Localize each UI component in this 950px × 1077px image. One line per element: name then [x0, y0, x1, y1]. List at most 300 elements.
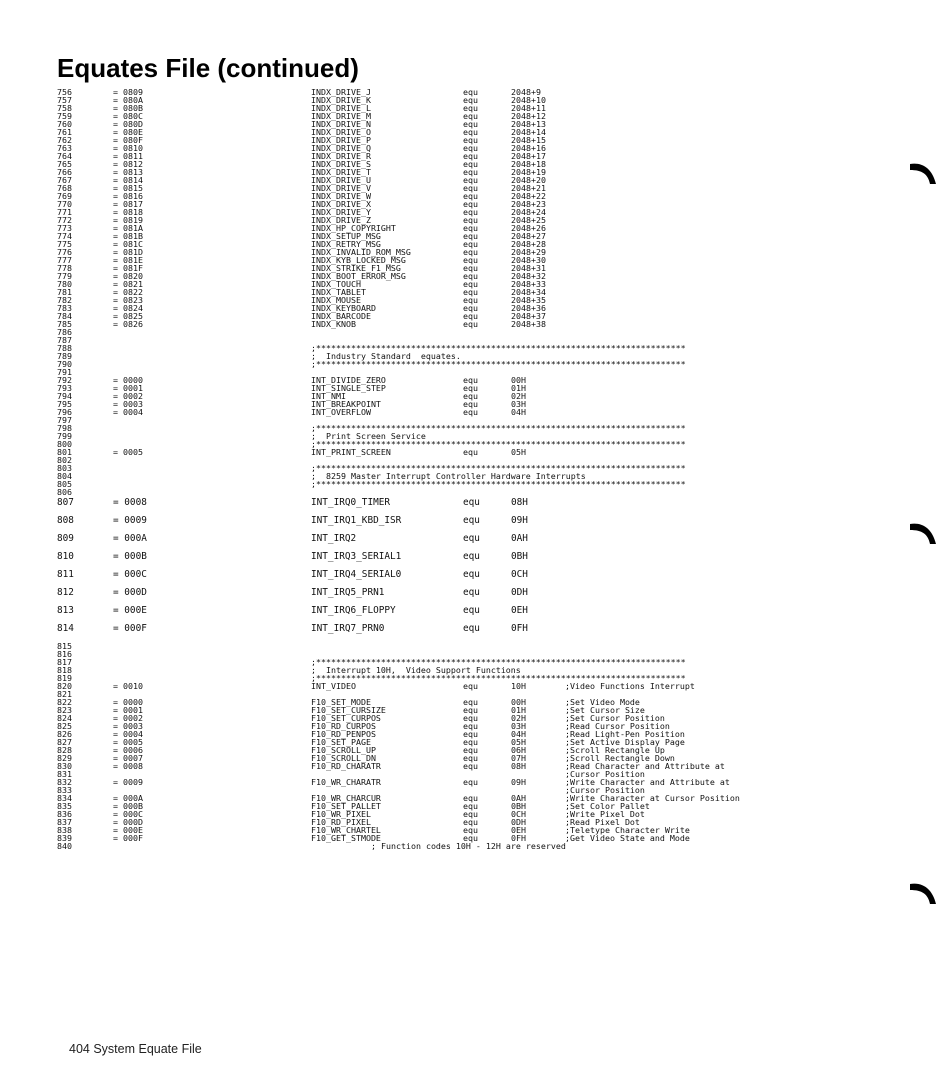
equate-value: = 0823 — [113, 295, 143, 305]
line-number: 783 — [57, 303, 72, 313]
symbol-name: INDX_SETUP_MSG — [311, 231, 381, 241]
symbol-name: INDX_DRIVE_V — [311, 183, 371, 193]
symbol-name: ;************************************************************************** — [311, 343, 686, 353]
symbol-name: INT_IRQ2 — [311, 533, 357, 544]
symbol-name: INDX_DRIVE_J — [311, 87, 371, 97]
symbol-name: F10_RD_CURPOS — [311, 721, 376, 731]
comment: ;Read Light-Pen Position — [565, 729, 685, 739]
directive: equ — [463, 87, 478, 97]
symbol-name: INT_VIDEO — [311, 681, 356, 691]
line-number: 820 — [57, 681, 72, 691]
equate-value: = 081F — [113, 263, 143, 273]
line-number: 794 — [57, 391, 72, 401]
operand: 08H — [511, 497, 528, 508]
line-number: 756 — [57, 87, 72, 97]
symbol-name: INDX_DRIVE_R — [311, 151, 371, 161]
line-number: 830 — [57, 761, 72, 771]
line-number: 826 — [57, 729, 72, 739]
operand: 2048+37 — [511, 311, 546, 321]
equate-value: = 0812 — [113, 159, 143, 169]
line-number: 800 — [57, 439, 72, 449]
line-number: 787 — [57, 335, 72, 345]
listing-line — [0, 320, 950, 328]
symbol-name: INDX_KYB_LOCKED_MSG — [311, 255, 406, 265]
line-number: 779 — [57, 271, 72, 281]
line-number: 801 — [57, 447, 72, 457]
comment: ;Set Cursor Position — [565, 713, 665, 723]
operand: 07H — [511, 753, 526, 763]
line-number: 827 — [57, 737, 72, 747]
equate-value: = 0810 — [113, 143, 143, 153]
operand: 2048+31 — [511, 263, 546, 273]
listing-line — [0, 488, 950, 496]
directive: equ — [463, 159, 478, 169]
directive: equ — [463, 247, 478, 257]
line-number: 806 — [57, 487, 72, 497]
line-number: 819 — [57, 673, 72, 683]
line-number: 767 — [57, 175, 72, 185]
symbol-name: ;************************************************************************** — [311, 423, 686, 433]
directive: equ — [463, 833, 478, 843]
symbol-name: INDX_DRIVE_Y — [311, 207, 371, 217]
line-number: 776 — [57, 247, 72, 257]
directive: equ — [463, 551, 480, 562]
comment: ;Read Cursor Position — [565, 721, 670, 731]
line-number: 790 — [57, 359, 72, 369]
equate-value: = 0009 — [113, 515, 147, 526]
symbol-name: ;************************************************************************** — [311, 673, 686, 683]
directive: equ — [463, 569, 480, 580]
directive: equ — [463, 761, 478, 771]
operand: 0CH — [511, 569, 528, 580]
equate-value: = 080D — [113, 119, 143, 129]
equate-value: = 081A — [113, 223, 143, 233]
line-number: 759 — [57, 111, 72, 121]
listing-line — [0, 570, 950, 580]
comment: ;Write Character at Cursor Position — [565, 793, 740, 803]
equate-value: = 000C — [113, 569, 147, 580]
trailing-comment-line — [0, 842, 950, 850]
directive: equ — [463, 271, 478, 281]
symbol-name: INT_IRQ7_PRN0 — [311, 623, 385, 634]
operand: 08H — [511, 761, 526, 771]
line-number: 821 — [57, 689, 72, 699]
equate-value: = 0002 — [113, 391, 143, 401]
line-number: 786 — [57, 327, 72, 337]
operand: 09H — [511, 515, 528, 526]
operand: 04H — [511, 729, 526, 739]
directive: equ — [463, 497, 480, 508]
equate-value: = 0007 — [113, 753, 143, 763]
line-number: 817 — [57, 657, 72, 667]
line-number: 762 — [57, 135, 72, 145]
symbol-name: ;************************************************************************** — [311, 439, 686, 449]
line-number: 836 — [57, 809, 72, 819]
equate-value: = 0003 — [113, 721, 143, 731]
line-number: 833 — [57, 785, 72, 795]
equate-value: = 000D — [113, 817, 143, 827]
directive: equ — [463, 515, 480, 526]
listing-line — [0, 642, 950, 650]
symbol-name: F10_SCROLL_UP — [311, 745, 376, 755]
symbol-name: INDX_DRIVE_X — [311, 199, 371, 209]
symbol-name: INT_PRINT_SCREEN — [311, 447, 391, 457]
operand: 06H — [511, 745, 526, 755]
symbol-name: INT_IRQ4_SERIAL0 — [311, 569, 402, 580]
directive: equ — [463, 623, 480, 634]
line-number: 828 — [57, 745, 72, 755]
directive: equ — [463, 215, 478, 225]
equate-value: = 0822 — [113, 287, 143, 297]
line-number: 766 — [57, 167, 72, 177]
symbol-name: ;************************************************************************** — [311, 359, 686, 369]
symbol-name: ; Interrupt 10H, Video Support Functions — [311, 665, 521, 675]
symbol-name: F10_SET_PALLET — [311, 801, 381, 811]
operand: 05H — [511, 447, 526, 457]
symbol-name: F10_SET_MODE — [311, 697, 371, 707]
operand: 0CH — [511, 809, 526, 819]
directive: equ — [463, 399, 478, 409]
equate-value: = 080A — [113, 95, 143, 105]
line-number: 788 — [57, 343, 72, 353]
directive: equ — [463, 287, 478, 297]
directive: equ — [463, 407, 478, 417]
symbol-name: INDX_RETRY_MSG — [311, 239, 381, 249]
directive: equ — [463, 825, 478, 835]
equate-value: = 0809 — [113, 87, 143, 97]
directive: equ — [463, 721, 478, 731]
directive: equ — [463, 383, 478, 393]
symbol-name: INT_SINGLE_STEP — [311, 383, 386, 393]
equate-value: = 0811 — [113, 151, 143, 161]
operand: 2048+22 — [511, 191, 546, 201]
comment: ;Scroll Rectangle Down — [565, 753, 675, 763]
symbol-name: F10_SCROLL_DN — [311, 753, 376, 763]
operand: 0BH — [511, 551, 528, 562]
comment: ;Read Character and Attribute at — [565, 761, 725, 771]
line-number: 835 — [57, 801, 72, 811]
operand: 2048+16 — [511, 143, 546, 153]
operand: 2048+24 — [511, 207, 546, 217]
operand: 2048+10 — [511, 95, 546, 105]
symbol-name: F10_RD_PENPOS — [311, 729, 376, 739]
symbol-name: INDX_STRIKE_F1_MSG — [311, 263, 401, 273]
equate-value: = 081C — [113, 239, 143, 249]
symbol-name: INDX_MOUSE — [311, 295, 361, 305]
line-number: 810 — [57, 551, 74, 562]
symbol-name: INDX_TOUCH — [311, 279, 361, 289]
equate-value: = 0010 — [113, 681, 143, 691]
equate-value: = 0002 — [113, 713, 143, 723]
listing-line — [0, 778, 950, 786]
directive: equ — [463, 605, 480, 616]
directive: equ — [463, 533, 480, 544]
operand: 2048+26 — [511, 223, 546, 233]
operand: 09H — [511, 777, 526, 787]
directive: equ — [463, 737, 478, 747]
symbol-name: INDX_DRIVE_U — [311, 175, 371, 185]
equate-value: = 0826 — [113, 319, 143, 329]
comment: ;Set Video Mode — [565, 697, 640, 707]
line-number: 803 — [57, 463, 72, 473]
line-number: 789 — [57, 351, 72, 361]
line-number: 834 — [57, 793, 72, 803]
operand: 2048+29 — [511, 247, 546, 257]
directive: equ — [463, 223, 478, 233]
equate-value: = 000B — [113, 801, 143, 811]
equate-value: = 000B — [113, 551, 147, 562]
equate-value: = 0001 — [113, 383, 143, 393]
comment: ;Write Character and Attribute at — [565, 777, 730, 787]
directive: equ — [463, 753, 478, 763]
line-number: 809 — [57, 533, 74, 544]
line-number: 781 — [57, 287, 72, 297]
listing-line — [0, 344, 950, 352]
operand: 10H — [511, 681, 526, 691]
line-number: 792 — [57, 375, 72, 385]
equate-value: = 000C — [113, 809, 143, 819]
listing-line — [0, 448, 950, 456]
line-number: 769 — [57, 191, 72, 201]
operand: 2048+30 — [511, 255, 546, 265]
directive: equ — [463, 199, 478, 209]
directive: equ — [463, 111, 478, 121]
symbol-name: F10_WR_CHARCUR — [311, 793, 381, 803]
line-number: 796 — [57, 407, 72, 417]
binding-mark-icon — [908, 518, 938, 548]
symbol-name: INDX_BOOT_ERROR_MSG — [311, 271, 406, 281]
operand: 01H — [511, 705, 526, 715]
binding-mark-icon — [908, 158, 938, 188]
equate-value: = 080F — [113, 135, 143, 145]
operand: 2048+21 — [511, 183, 546, 193]
directive: equ — [463, 311, 478, 321]
equate-value: = 0815 — [113, 183, 143, 193]
directive: equ — [463, 697, 478, 707]
symbol-name: INDX_BARCODE — [311, 311, 371, 321]
directive: equ — [463, 319, 478, 329]
equate-value: = 081D — [113, 247, 143, 257]
comment: ;Cursor Position — [565, 785, 645, 795]
listing-line — [0, 552, 950, 562]
line-number: 765 — [57, 159, 72, 169]
directive: equ — [463, 95, 478, 105]
equate-value: = 081E — [113, 255, 143, 265]
operand: 0AH — [511, 533, 528, 544]
line-number: 773 — [57, 223, 72, 233]
operand: 2048+23 — [511, 199, 546, 209]
directive: equ — [463, 239, 478, 249]
line-number: 823 — [57, 705, 72, 715]
symbol-name: ;************************************************************************** — [311, 479, 686, 489]
symbol-name: F10_SET_PAGE — [311, 737, 371, 747]
equate-value: = 0000 — [113, 697, 143, 707]
line-number: 768 — [57, 183, 72, 193]
directive: equ — [463, 127, 478, 137]
line-number: 814 — [57, 623, 74, 634]
line-number: 784 — [57, 311, 72, 321]
symbol-name: INDX_DRIVE_L — [311, 103, 371, 113]
operand: 03H — [511, 399, 526, 409]
symbol-name: INT_DIVIDE_ZERO — [311, 375, 386, 385]
directive: equ — [463, 793, 478, 803]
equate-value: = 0813 — [113, 167, 143, 177]
line-number: 785 — [57, 319, 72, 329]
operand: 2048+28 — [511, 239, 546, 249]
directive: equ — [463, 729, 478, 739]
equate-value: = 0008 — [113, 497, 147, 508]
symbol-name: INDX_DRIVE_M — [311, 111, 371, 121]
operand: 2048+19 — [511, 167, 546, 177]
operand: 2048+9 — [511, 87, 541, 97]
directive: equ — [463, 713, 478, 723]
symbol-name: INT_IRQ0_TIMER — [311, 497, 391, 508]
equate-value: = 080C — [113, 111, 143, 121]
equate-value: = 081B — [113, 231, 143, 241]
listing-line — [0, 408, 950, 416]
line-number: 760 — [57, 119, 72, 129]
line-number: 822 — [57, 697, 72, 707]
line-number: 793 — [57, 383, 72, 393]
line-number: 811 — [57, 569, 74, 580]
equate-value: = 000A — [113, 793, 143, 803]
operand: 2048+11 — [511, 103, 546, 113]
equate-value: = 0817 — [113, 199, 143, 209]
directive: equ — [463, 587, 480, 598]
line-number: 815 — [57, 641, 72, 651]
operand: 2048+35 — [511, 295, 546, 305]
directive: equ — [463, 207, 478, 217]
line-number: 829 — [57, 753, 72, 763]
line-number: 837 — [57, 817, 72, 827]
line-number: 807 — [57, 497, 74, 508]
equate-value: = 0000 — [113, 375, 143, 385]
equate-value: = 0824 — [113, 303, 143, 313]
equate-value: = 0819 — [113, 215, 143, 225]
line-number: 797 — [57, 415, 72, 425]
symbol-name: INT_IRQ3_SERIAL1 — [311, 551, 402, 562]
operand: 2048+27 — [511, 231, 546, 241]
operand: 00H — [511, 375, 526, 385]
symbol-name: INT_OVERFLOW — [311, 407, 371, 417]
operand: 0FH — [511, 623, 528, 634]
symbol-name: ; Industry Standard equates. — [311, 351, 461, 361]
line-number: 832 — [57, 777, 72, 787]
operand: 2048+36 — [511, 303, 546, 313]
listing-line — [0, 762, 950, 770]
directive: equ — [463, 809, 478, 819]
directive: equ — [463, 447, 478, 457]
line-number: 764 — [57, 151, 72, 161]
line-number: 825 — [57, 721, 72, 731]
symbol-name: F10_WR_CHARATR — [311, 777, 381, 787]
line-number: 802 — [57, 455, 72, 465]
listing-line — [0, 480, 950, 488]
line-number: 838 — [57, 825, 72, 835]
directive: equ — [463, 255, 478, 265]
operand: 2048+34 — [511, 287, 546, 297]
line-number: 775 — [57, 239, 72, 249]
listing-line — [0, 328, 950, 336]
operand: 03H — [511, 721, 526, 731]
directive: equ — [463, 295, 478, 305]
symbol-name: INDX_KEYBOARD — [311, 303, 376, 313]
symbol-name: F10_SET_CURPOS — [311, 713, 381, 723]
listing-line — [0, 588, 950, 598]
line-number: 791 — [57, 367, 72, 377]
symbol-name: F10_WR_PIXEL — [311, 809, 371, 819]
directive: equ — [463, 231, 478, 241]
operand: 0EH — [511, 605, 528, 616]
directive: equ — [463, 375, 478, 385]
operand: 2048+13 — [511, 119, 546, 129]
line-number: 805 — [57, 479, 72, 489]
directive: equ — [463, 143, 478, 153]
line-number: 798 — [57, 423, 72, 433]
directive: equ — [463, 705, 478, 715]
line-number: 763 — [57, 143, 72, 153]
symbol-name: ;************************************************************************** — [311, 463, 686, 473]
symbol-name: INT_IRQ1_KBD_ISR — [311, 515, 402, 526]
equates-listing — [0, 88, 950, 948]
comment: ;Set Active Display Page — [565, 737, 685, 747]
line-number: 780 — [57, 279, 72, 289]
symbol-name: INDX_DRIVE_Z — [311, 215, 371, 225]
equate-value: = 000E — [113, 825, 143, 835]
symbol-name: INDX_KNOB — [311, 319, 356, 329]
line-number: 757 — [57, 95, 72, 105]
line-number: 782 — [57, 295, 72, 305]
operand: 2048+18 — [511, 159, 546, 169]
comment: ;Read Pixel Dot — [565, 817, 640, 827]
equate-value: = 000A — [113, 533, 147, 544]
directive: equ — [463, 681, 478, 691]
listing-line — [0, 624, 950, 634]
symbol-name: F10_RD_CHARATR — [311, 761, 381, 771]
directive: equ — [463, 167, 478, 177]
operand: 01H — [511, 383, 526, 393]
equate-value: = 000F — [113, 623, 147, 634]
equate-value: = 080B — [113, 103, 143, 113]
line-number: 824 — [57, 713, 72, 723]
operand: 0DH — [511, 817, 526, 827]
line-number: 758 — [57, 103, 72, 113]
directive: equ — [463, 745, 478, 755]
equate-value: = 0820 — [113, 271, 143, 281]
line-number: 839 — [57, 833, 72, 843]
directive: equ — [463, 817, 478, 827]
line-number: 840 — [57, 841, 72, 851]
directive: equ — [463, 391, 478, 401]
line-number: 772 — [57, 215, 72, 225]
symbol-name: INDX_TABLET — [311, 287, 366, 297]
operand: 2048+12 — [511, 111, 546, 121]
line-number: 812 — [57, 587, 74, 598]
operand: 0EH — [511, 825, 526, 835]
line-number: 818 — [57, 665, 72, 675]
binding-mark-icon — [908, 878, 938, 908]
comment: ;Scroll Rectangle Up — [565, 745, 665, 755]
equate-value: = 0004 — [113, 407, 143, 417]
listing-line — [0, 516, 950, 526]
operand: 2048+14 — [511, 127, 546, 137]
equate-value: = 000D — [113, 587, 147, 598]
reserved-codes-comment: ; Function codes 10H - 12H are reserved — [371, 841, 566, 851]
operand: 2048+33 — [511, 279, 546, 289]
operand: 2048+25 — [511, 215, 546, 225]
directive: equ — [463, 119, 478, 129]
directive: equ — [463, 279, 478, 289]
